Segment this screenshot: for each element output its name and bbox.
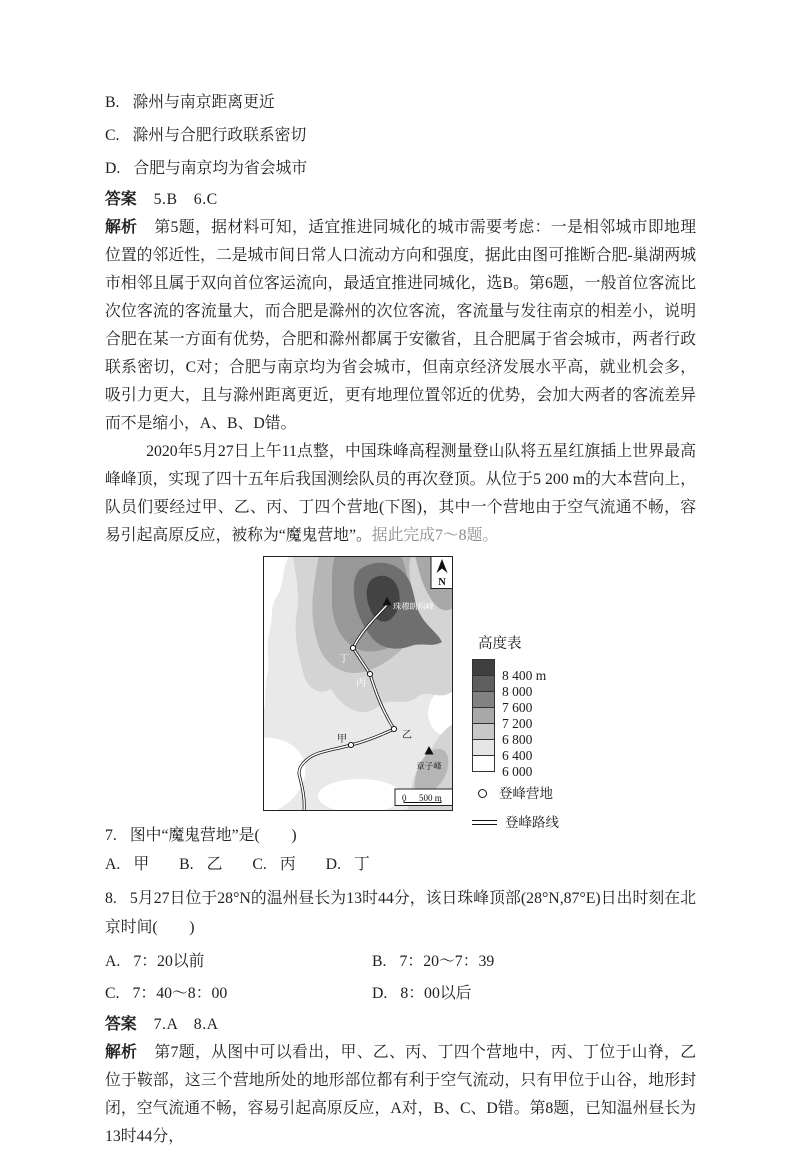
camp-yi-marker bbox=[391, 726, 396, 731]
q7-option-b bbox=[179, 856, 222, 873]
option-text: 甲 bbox=[133, 856, 150, 873]
everest-peak-label: 珠穆朗玛峰 bbox=[393, 602, 434, 611]
legend-camp-row bbox=[472, 785, 603, 801]
camp-symbol-icon bbox=[478, 789, 487, 798]
option-c bbox=[105, 119, 696, 152]
question-8-text: 5月27日位于28°N的温州昼长为13时44分，该日珠峰顶部(28°N,87°E)日出时刻在北京时间( ) bbox=[105, 890, 696, 936]
analysis-56 bbox=[105, 214, 696, 438]
legend-route-label: 登峰路线 bbox=[505, 814, 559, 830]
option-text: 丁 bbox=[354, 856, 370, 873]
band-label: 7 600 bbox=[502, 700, 533, 715]
camp-jia-label: 甲 bbox=[337, 734, 347, 745]
zhangzi-peak-label: 章子峰 bbox=[416, 761, 442, 771]
legend-band bbox=[472, 675, 533, 699]
band-label: 6 400 bbox=[502, 748, 533, 763]
analysis-tag: 解析 bbox=[105, 219, 138, 236]
question-7-options bbox=[105, 850, 696, 880]
option-label: A. bbox=[105, 856, 121, 873]
q8-option-a bbox=[105, 946, 372, 978]
q8-option-b bbox=[372, 946, 696, 978]
q7-option-c bbox=[252, 856, 295, 873]
option-label: C. bbox=[252, 856, 267, 873]
q7-option-a bbox=[105, 856, 149, 873]
option-text: 滁州与合肥行政联系密切 bbox=[132, 127, 307, 144]
option-label: B. bbox=[179, 856, 194, 873]
camp-ding-marker bbox=[350, 645, 355, 650]
question-7 bbox=[105, 821, 696, 850]
option-text: 8：00以后 bbox=[400, 985, 472, 1002]
option-text: 丙 bbox=[279, 856, 296, 873]
answer-tag: 答案 bbox=[105, 191, 137, 208]
north-label: N bbox=[438, 577, 446, 588]
passage bbox=[105, 438, 696, 550]
answer-values: 5.B 6.C bbox=[153, 191, 218, 208]
option-label: A. bbox=[105, 953, 121, 970]
option-text: 合肥与南京均为省会城市 bbox=[133, 160, 308, 177]
option-label: B. bbox=[372, 953, 387, 970]
legend-bands bbox=[472, 659, 603, 779]
band-label: 8 400 m bbox=[502, 668, 547, 683]
band-label: 7 200 bbox=[502, 716, 533, 731]
question-7-number: 7. bbox=[105, 827, 117, 844]
option-text: 7：40～8：00 bbox=[132, 985, 228, 1002]
q7-option-d bbox=[326, 856, 370, 873]
option-label: D. bbox=[325, 856, 342, 873]
question-8-options bbox=[105, 946, 696, 1010]
answer-line-56 bbox=[105, 185, 696, 214]
legend-band bbox=[472, 659, 547, 683]
option-label: C. bbox=[105, 985, 120, 1002]
analysis-78 bbox=[105, 1039, 696, 1151]
q8-option-c bbox=[105, 978, 372, 1010]
option-label: B. bbox=[105, 94, 120, 111]
camp-bing-label: 丙 bbox=[356, 678, 366, 689]
option-text: 滁州与南京距离更近 bbox=[132, 94, 275, 111]
passage-text: 2020年5月27日上午11点整，中国珠峰高程测量登山队将五星红旗插上世界最高峰峰顶，实现了四十五年后我国测绘队员的再次登顶。从位于5 200 m的大本营向上，队员们要经过甲、乙、丙、丁四个营地(下图)，其中一个营地由于空气流通不畅，容易引起高原反应，被称为“魔鬼营地”。 bbox=[105, 443, 696, 544]
answer-line-78 bbox=[105, 1010, 696, 1039]
topographic-map bbox=[263, 556, 453, 811]
question-8 bbox=[105, 884, 696, 942]
camp-bing-marker bbox=[367, 671, 372, 676]
option-d bbox=[105, 152, 696, 185]
band-label: 6 000 bbox=[502, 764, 533, 779]
question-8-number: 8. bbox=[105, 890, 117, 907]
legend-camp-label: 登峰营地 bbox=[499, 785, 553, 801]
question56-options bbox=[105, 86, 696, 185]
option-label: D. bbox=[105, 160, 121, 177]
option-label: D. bbox=[372, 985, 388, 1002]
q8-option-d bbox=[372, 978, 696, 1010]
elevation-legend bbox=[472, 636, 603, 830]
figure-everest-map bbox=[263, 556, 603, 830]
analysis-text: 第7题，从图中可以看出，甲、乙、丙、丁四个营地中，丙、丁位于山脊，乙位于鞍部，这三个营地所处的地形部位都有利于空气流动，只有甲位于山谷，地形封闭，空气流通不畅，容易引起高原反应，A对，B、C、D错。第8题，已知温州昼长为13时44分， bbox=[105, 1044, 696, 1145]
scale-label: 500 m bbox=[419, 793, 442, 803]
option-label: C. bbox=[105, 127, 120, 144]
route-symbol-icon bbox=[472, 820, 497, 825]
camp-jia-marker bbox=[348, 742, 353, 747]
analysis-text: 第5题，据材料可知，适宜推进同城化的城市需要考虑：一是相邻城市即地理位置的邻近性，二是城市间日常人口流动方向和强度，据此由图可推断合肥-巢湖两城市相邻且属于双向首位客运流向，最适宜推进同城化，选B。第6题，一般首位客流比次位客流的客流量大，而合肥是滁州的次位客流，客流量与发往南京的相差小，说明合肥在某一方面有优势，合肥和滁州都属于安徽省，且合肥属于省会城市，两者行政联系密切，C对；合肥与南京均为省会城市，但南京经济发展水平高，就业机会多，吸引力更大，且与滁州距离更近，更有地理位置邻近的优势，会加大两者的客流差异而不是缩小，A、B、D错。 bbox=[105, 219, 696, 432]
legend-title: 高度表 bbox=[478, 636, 522, 652]
camp-yi-label: 乙 bbox=[402, 730, 412, 741]
passage-instruction: 据此完成7～8题。 bbox=[371, 527, 499, 544]
answer-values: 7.A 8.A bbox=[153, 1016, 219, 1033]
scale-zero: 0 bbox=[402, 793, 407, 803]
option-b bbox=[105, 86, 696, 119]
legend-route-row bbox=[472, 814, 603, 830]
camp-ding-label: 丁 bbox=[339, 654, 349, 665]
option-text: 7：20以前 bbox=[133, 953, 205, 970]
band-label: 8 000 bbox=[502, 684, 533, 699]
analysis-tag: 解析 bbox=[105, 1044, 138, 1061]
option-text: 乙 bbox=[206, 856, 223, 873]
answer-tag: 答案 bbox=[105, 1016, 137, 1033]
question-7-text: 图中“魔鬼营地”是( ) bbox=[129, 827, 297, 844]
band-label: 6 800 bbox=[502, 732, 533, 747]
option-text: 7：20～7：39 bbox=[399, 953, 495, 970]
